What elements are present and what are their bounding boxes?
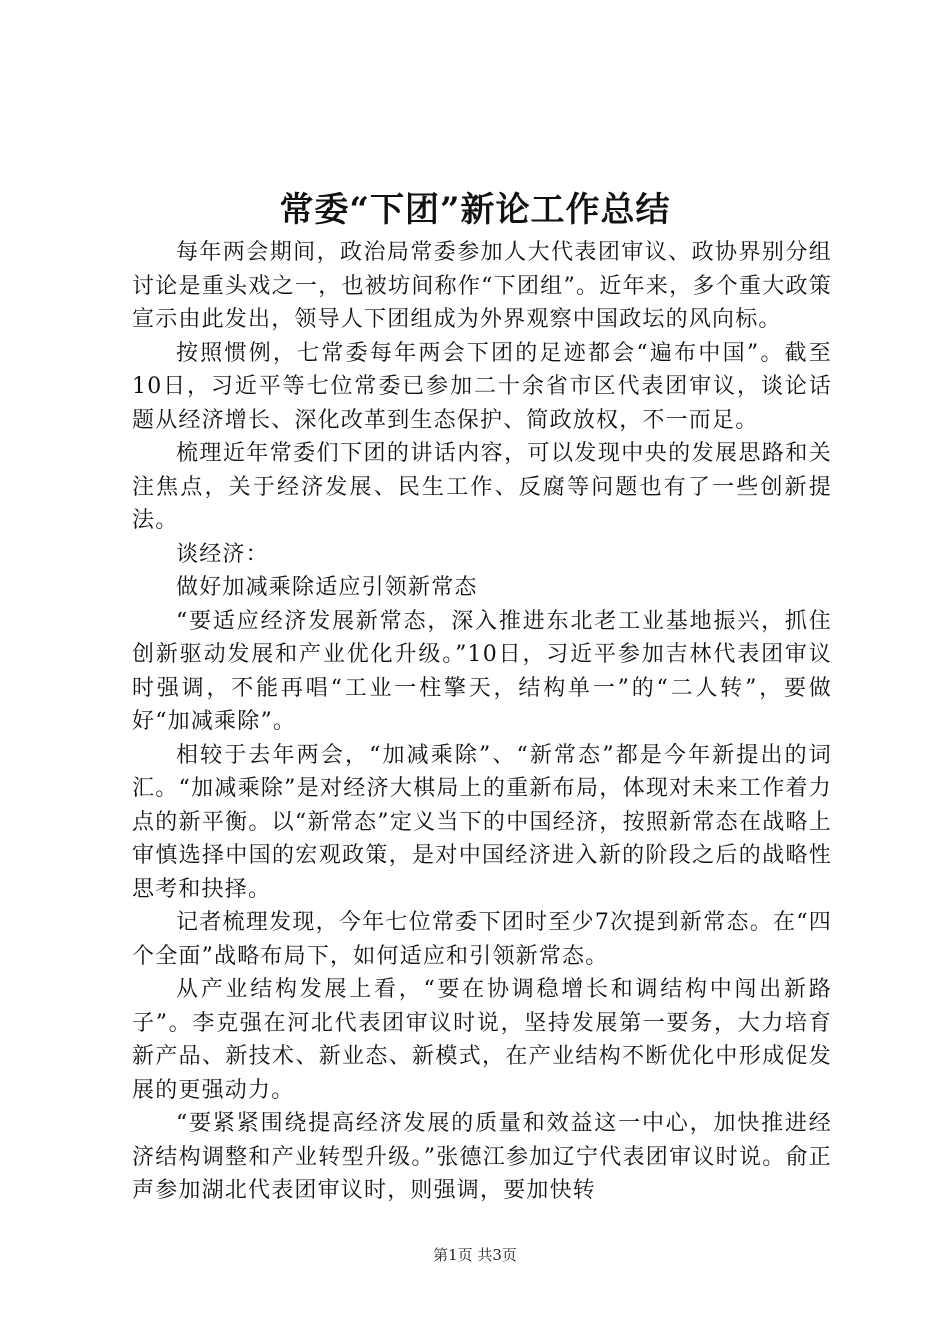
paragraph: 每年两会期间，政治局常委参加人大代表团审议、政协界别分组讨论是重头戏之一，也被坊间称作“下团组”。近年来，多个重大政策宣示由此发出，领导人下团组成为外界观察中国政坛的风向标。 <box>132 240 832 332</box>
paragraph: 相较于去年两会，“加减乘除”、“新常态”都是今年新提出的词汇。“加减乘除”是对经济大棋局上的重新布局，体现对未来工作着力点的新平衡。以“新常态”定义当下的中国经济，按照新常态在战略上审慎选择中国的宏观政策，是对中国经济进入新的阶段之后的战略性思考和抉择。 <box>132 742 832 902</box>
document-body <box>132 236 832 1208</box>
paragraph: 梳理近年常委们下团的讲话内容，可以发现中央的发展思路和关注焦点，关于经济发展、民生工作、反腐等问题也有了一些创新提法。 <box>132 441 832 533</box>
section-heading: 谈经济： <box>176 541 269 567</box>
paragraph: 从产业结构发展上看，“要在协调稳增长和调结构中闯出新路子”。李克强在河北代表团审议时说，坚持发展第一要务，大力培育新产品、新技术、新业态、新模式，在产业结构不断优化中形成促发展的更强动力。 <box>132 977 832 1103</box>
paragraph: “要适应经济发展新常态，深入推进东北老工业基地振兴，抓住创新驱动发展和产业优化升级。”10日，习近平参加吉林代表团审议时强调，不能再唱“工业一柱擎天，结构单一”的“二人转”，要做好“加减乘除”。 <box>132 608 832 734</box>
page-footer: 第1页 共3页 <box>433 1246 517 1264</box>
paragraph: 按照惯例，七常委每年两会下团的足迹都会“遍布中国”。截至10日，习近平等七位常委已参加二十余省市区代表团审议，谈论话题从经济增长、深化改革到生态保护、简政放权，不一而足。 <box>132 340 832 433</box>
document-title: 常委“下团”新论工作总结 <box>279 190 671 230</box>
section-subheading: 做好加减乘除适应引领新常态 <box>176 575 478 600</box>
paragraph: “要紧紧围绕提高经济发展的质量和效益这一中心，加快推进经济结构调整和产业转型升级。”张德江参加辽宁代表团审议时说。俞正声参加湖北代表团审议时，则强调，要加快转 <box>132 1111 832 1203</box>
paragraph: 记者梳理发现，今年七位常委下团时至少7次提到新常态。在“四个全面”战略布局下，如何适应和引领新常态。 <box>132 910 832 969</box>
